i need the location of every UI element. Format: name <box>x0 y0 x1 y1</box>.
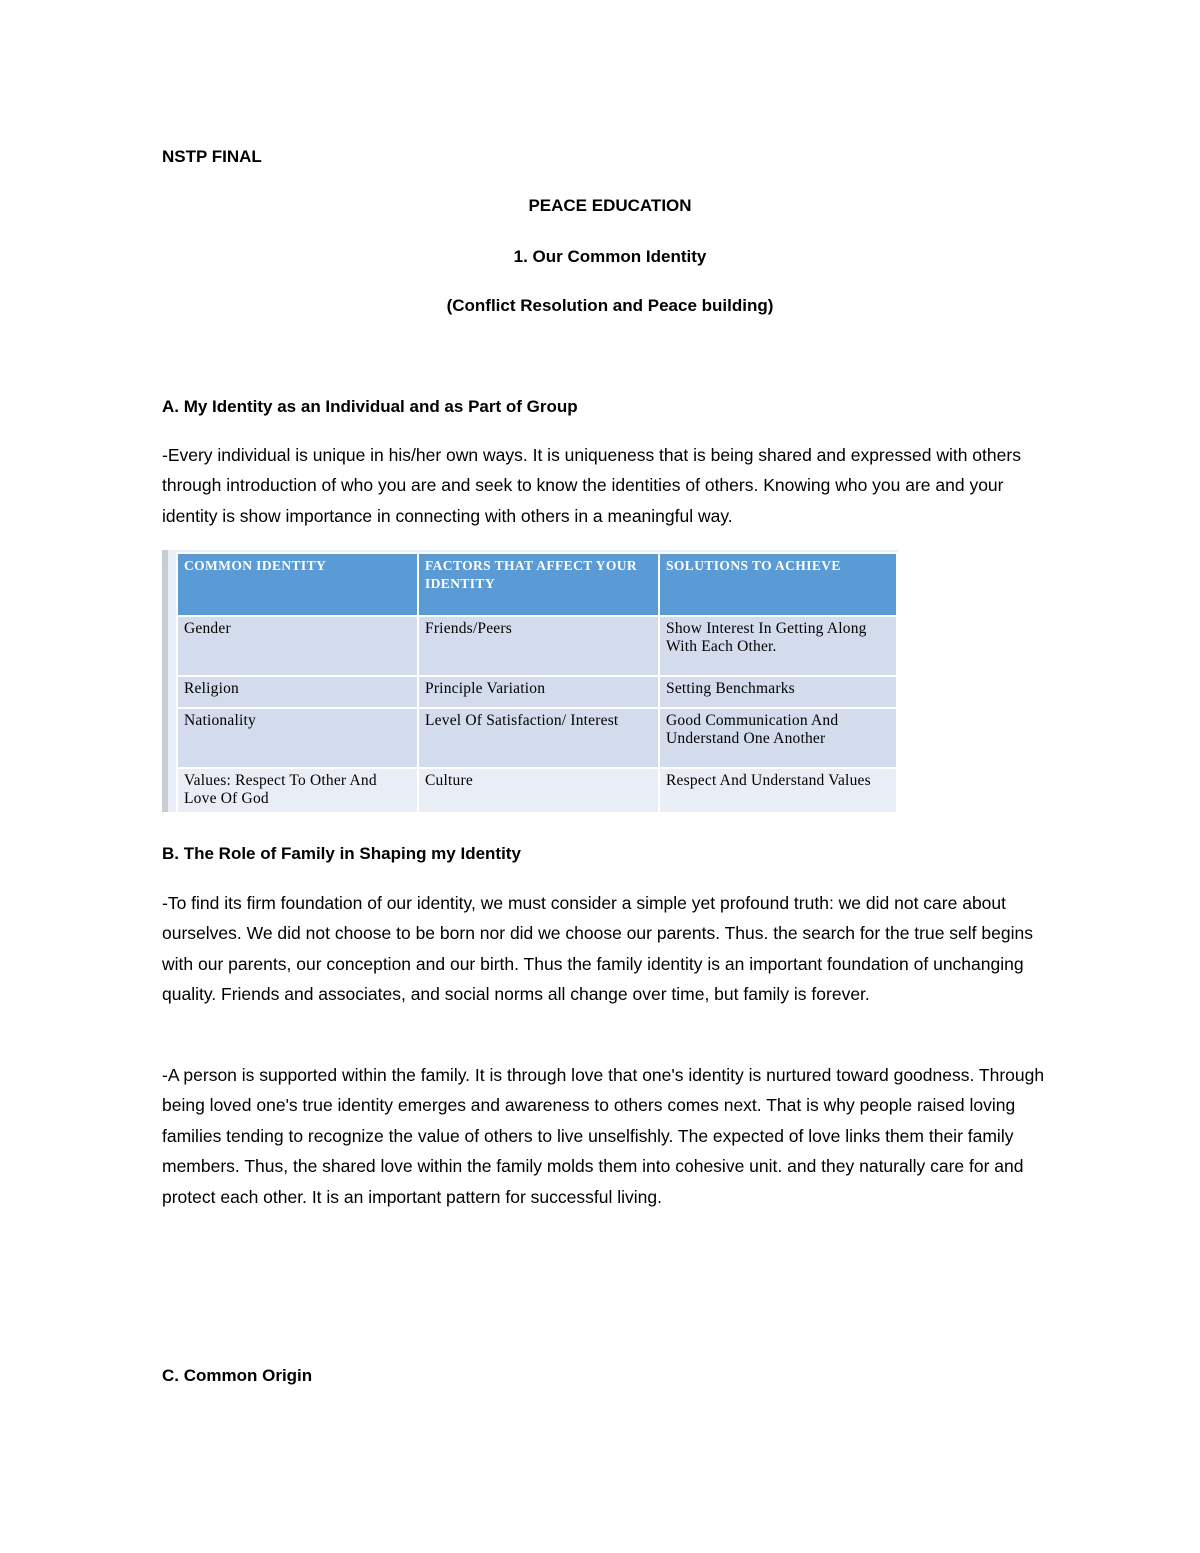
identity-table <box>176 552 898 812</box>
table-row <box>177 676 897 708</box>
table-cell: Show Interest In Getting Along With Each Other. <box>659 616 897 676</box>
lesson-subtitle: (Conflict Resolution and Peace building) <box>446 296 774 315</box>
section-c-heading: C. Common Origin <box>162 1366 313 1385</box>
table-row <box>177 708 897 768</box>
table-row <box>177 616 897 676</box>
table-cell: Respect And Understand Values <box>659 768 897 812</box>
table-image-edge <box>162 550 168 812</box>
document-title: PEACE EDUCATION <box>528 196 692 215</box>
table-cell: Religion <box>177 676 418 708</box>
section-b-paragraph-1: -To find its firm foundation of our identity, we must consider a simple yet profound truth: we did not care about ourselves. We did not choose to be born nor did we choose our parents. Thus. the search for the true self begins with our parents, our conception and our birth. Thus the family identity is an important foundation of unchanging quality. Friends and associates, and social norms all change over time, but family is forever. <box>162 893 1033 1005</box>
lesson-title: 1. Our Common Identity <box>513 247 707 266</box>
table-header-row <box>177 553 897 616</box>
section-b-heading: B. The Role of Family in Shaping my Identity <box>162 844 521 863</box>
table-cell: Culture <box>418 768 659 812</box>
header-common-identity: COMMON IDENTITY <box>177 553 418 616</box>
course-label: NSTP FINAL <box>162 147 262 166</box>
identity-table-image <box>162 550 898 812</box>
header-factors: FACTORS THAT AFFECT YOUR IDENTITY <box>418 553 659 616</box>
table-cell: Values: Respect To Other And Love Of God <box>177 768 418 812</box>
header-solutions: SOLUTIONS TO ACHIEVE <box>659 553 897 616</box>
table-cell: Setting Benchmarks <box>659 676 897 708</box>
section-b-paragraph-2: -A person is supported within the family. It is through love that one's identity is nurtured toward goodness. Through being loved one's true identity emerges and awareness to others comes next. That is why people raised loving families tending to recognize the value of others to live unselfishly. The expected of love links them their family members. Thus, the shared love within the family molds them into cohesive unit. and they naturally care for and protect each other. It is an important pattern for successful living. <box>162 1065 1045 1207</box>
table-cell: Good Communication And Understand One Another <box>659 708 897 768</box>
table-cell: Gender <box>177 616 418 676</box>
table-cell: Friends/Peers <box>418 616 659 676</box>
table-cell: Nationality <box>177 708 418 768</box>
table-cell: Principle Variation <box>418 676 659 708</box>
table-row <box>177 768 897 812</box>
section-a-heading: A. My Identity as an Individual and as Part of Group <box>162 397 578 416</box>
section-a-paragraph: -Every individual is unique in his/her own ways. It is uniqueness that is being shared and expressed with others through introduction of who you are and seek to know the identities of others. Knowing who you are and your identity is show importance in connecting with others in a meaningful way. <box>162 445 1021 526</box>
table-cell: Level Of Satisfaction/ Interest <box>418 708 659 768</box>
